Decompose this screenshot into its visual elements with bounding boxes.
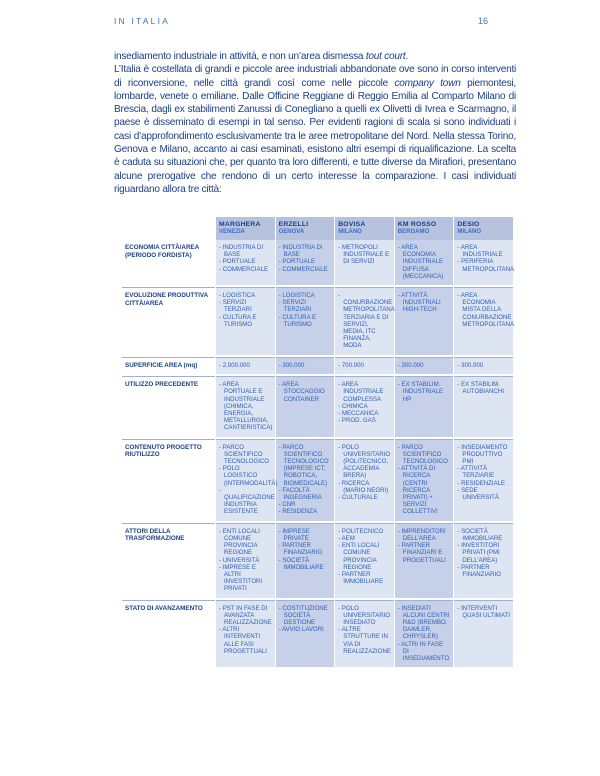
cell-entry: - UNIVERSITÀ: [219, 556, 260, 564]
cell-entry: - INDUSTRIA DI BASE: [219, 244, 264, 259]
row-label: ECONOMIA CITTÀ/AREA (PERIODO FORDISTA): [125, 244, 200, 259]
column-header: ERZELLI GENOVA: [276, 217, 335, 240]
cell-entry: - CULTURA E TURISMO: [219, 313, 257, 328]
cell-entry: - CONURBAZIONE METROPOLITANA TERZIARIA E DI SERVIZI, MEDIA, ITC FINANZA, MODA: [338, 292, 395, 350]
table-cell: [216, 358, 275, 375]
cell-entry: - MECCANICA: [338, 410, 379, 418]
page-header: [114, 16, 488, 28]
cell-entry: - PORTUALE: [219, 258, 256, 266]
cell-entry: - METROPOLI INDUSTRIALE E DI SERVIZI: [338, 244, 390, 266]
cell-entry: - IMPRESE E ALTRI INVESTITORI PRIVATI: [219, 563, 263, 593]
table-cell: [276, 440, 335, 521]
table-cell: [276, 524, 335, 598]
cell-entry: - ENTI LOCALI COMUNE PROVINCIA REGIONE: [219, 527, 260, 557]
cell-entry: - CULTURA E TURISMO: [278, 313, 317, 328]
cell-entry: - PST IN FASE DI AVANZATA REALIZZAZIONE: [219, 604, 272, 626]
body-text: [114, 50, 516, 196]
table-cell: [395, 524, 454, 598]
table-corner: [122, 217, 215, 240]
table-row: [122, 377, 513, 436]
cell-entry: - ALTRE STRUTTURE IN VIA DI REALIZZAZIONE: [338, 626, 391, 655]
table-cell: [216, 377, 275, 436]
cell-entry: - IMPRENDITORI DELL’AREA: [397, 527, 446, 542]
table-cell: [335, 358, 394, 375]
cell-entry: - ATTIVITÀ INDUSTRIALI HIGH-TECH: [397, 292, 441, 314]
cell-entry: - ALTRI INTERVENTI ALLE FASI PROGETTUALI: [219, 626, 268, 655]
cell-entry: - EX STABILIM. AUTOBIANCHI: [457, 381, 504, 396]
cell-entry: - ATTIVITÀ DI RICERCA (CENTRI RICERCA PRIVATI) + SERVIZI COLLETTIVI: [397, 465, 438, 516]
table-cell: [216, 524, 275, 598]
cell-entry: - AVVIO LAVORI: [278, 626, 324, 634]
table-row: [122, 358, 513, 375]
table-cell: [454, 440, 513, 521]
cell-entry: - POLO UNIVERSITARIO (POLITECNICO, ACCADEMIA BRERA): [338, 443, 391, 480]
table-cell: [276, 288, 335, 355]
paragraph: L’Italia è costellata di grandi e piccole aree industriali abbandonate ove sono in corso interventi di riconversione, nelle città grandi così come nelle piccole company town piemontesi, lombarde, venete o emiliane. Dalle Officine Reggiane di Reggio Emilia al Comparto Milano di Brescia, dagli ex stabilimenti Zanussi di Conegliano a quelli ex Olivetti di Ivrea e Scarmagno, il paese è disseminato di esempi in tal senso. Per evidenti ragioni di scala si sono individuati i casi d’approfondimento esclusivamente tra le aree metropolitane del Nord. Nella stessa Torino, Genova e Milano, accanto ai casi esaminati, esistono altri esempi di riqualificazione. La scelta è caduta su situazioni che, per quanto tra loro differenti, e tutte diverse da Mirafiori, presentano alcune prerogative che rendono di un certo interesse la comparazione. I casi individuati riguardano allora tre città:: [114, 64, 516, 195]
table-cell: [395, 377, 454, 436]
cell-entry: - PARTNER IMMOBILIARE: [338, 570, 384, 586]
cell-entry: - PERIFERIA METROPOLITANA: [457, 258, 515, 273]
table-cell: [395, 288, 454, 355]
cell-entry: - POLO UNIVERSITARIO INSEDIATO: [338, 604, 391, 626]
table-row: [122, 240, 513, 285]
cell-entry: - ALTRI IN FASE DI INSEDIAMENTO: [397, 640, 450, 662]
cell-entry: - POLITECNICO: [338, 527, 384, 535]
cell-entry: - PARTNER FINANZIARI E PROGETTUALI: [397, 542, 446, 564]
row-label: SUPERFICIE AREA (mq): [125, 361, 198, 369]
table-row: [122, 524, 513, 598]
cell-entry: - 700.000: [338, 361, 364, 369]
cell-entry: - SERVIZI TERZIARI: [278, 299, 312, 314]
cell-entry: - AREA PORTUALE E INDUSTRIALE (CHIMICA, ENERGIA, METALLURGIA, CANTIERISTICA): [219, 381, 273, 432]
table-cell: [276, 377, 335, 436]
cell-entry: - RESIDENZIALE: [457, 479, 506, 487]
table-cell: [395, 358, 454, 375]
column-header: BOVISA MILANO: [335, 217, 394, 240]
row-label: EVOLUZIONE PRODUTTIVA CITTÀ/AREA: [125, 292, 208, 307]
cell-entry: - CULTURALE: [338, 494, 378, 502]
table-cell: [335, 440, 394, 521]
table-cell: [335, 524, 394, 598]
table-cell: [216, 240, 275, 285]
table-cell: [276, 240, 335, 285]
cell-entry: - EX STABILIM. INDUSTRIALE HP: [397, 381, 444, 403]
table-cell: [395, 601, 454, 668]
continued-paragraph: insediamento industriale in attività, e non un’area dismessa tout court.: [114, 51, 408, 62]
row-label: ATTORI DELLA TRASFORMAZIONE: [125, 527, 185, 543]
cell-entry: - PORTUALE: [278, 258, 316, 266]
cell-entry: - AREA STOCCAGGIO CONTAINER: [278, 381, 325, 403]
cell-entry: - PARTNER FINANZIARIO: [457, 563, 501, 578]
table-cell: [454, 377, 513, 436]
cell-entry: - AREA INDUSTRIALE: [457, 244, 503, 259]
table-body: [122, 240, 513, 667]
table-cell: [276, 601, 335, 668]
cell-entry: - LOGISTICA: [219, 292, 256, 300]
cell-entry: - INDUSTRIA DI BASE: [278, 244, 323, 259]
table-cell: [454, 358, 513, 375]
table-cell: [335, 240, 394, 285]
page-number: 16: [477, 16, 488, 26]
table-cell: [454, 288, 513, 355]
table-cell: [454, 601, 513, 668]
section-title: IN ITALIA: [114, 16, 171, 26]
cell-entry: - RICERCA (MARIO NEGRI): [338, 479, 389, 494]
cell-entry: - PARCO SCIENTIFICO TECNOLOGICO: [219, 443, 270, 466]
cell-entry: - IMPRESE PRIVATE: [278, 527, 310, 542]
cell-entry: - POLO LOGISTICO (INTERMODALITÀ): [219, 465, 278, 487]
cell-entry: - PARCO SCIENTIFICO TECNOLOGICO (IMPRESE ICT, ROBOTICA, BIOMEDICALE): [278, 443, 329, 487]
table-cell: [216, 601, 275, 668]
row-label: CONTENUTO PROGETTO RIUTILIZZO: [125, 443, 202, 459]
cell-entry: - PROD. GAS: [338, 417, 376, 425]
row-label: UTILIZZO PRECEDENTE: [125, 381, 199, 389]
cell-entry: - COSTITUZIONE SOCIETÀ GESTIONE: [278, 604, 328, 626]
cell-entry: - CHIMICA: [338, 402, 368, 410]
table-cell: [395, 440, 454, 521]
cell-entry: - COMMERCIALE: [219, 265, 269, 273]
cell-entry: - AREA ECONOMIA INDUSTRIALE DIFFUSA (MECCANICA): [397, 244, 444, 280]
cell-entry: - RESIDENZA: [278, 508, 318, 516]
cell-entry: - SEDE UNIVERSITÀ: [457, 486, 499, 502]
cell-entry: - 300.000: [397, 361, 424, 369]
table-cell: [276, 358, 335, 375]
table-header-row: [122, 217, 513, 240]
cell-entry: - ENTI LOCALI COMUNE PROVINCIA REGIONE: [338, 542, 380, 571]
cell-entry: - INSEDIAMENTO PRODUTTIVO PMI: [457, 443, 508, 466]
table-cell: [454, 524, 513, 598]
table-cell: [454, 240, 513, 285]
cell-entry: - INTERVENTI QUASI ULTIMATI: [457, 604, 510, 619]
cell-entry: - COMMERCIALE: [278, 265, 328, 273]
cell-entry: - 300.000: [278, 361, 305, 369]
cell-entry: - SOCIETÀ IMMOBILIARE: [457, 527, 503, 542]
table-cell: [335, 377, 394, 436]
table-cell: [216, 288, 275, 355]
column-header: MARGHERA VENEZIA: [216, 217, 275, 240]
cell-entry: - LOGISTICA: [278, 292, 315, 300]
cell-entry: - AEM: [338, 534, 355, 542]
cell-entry: - ATTIVITÀ TERZIARIE: [457, 465, 495, 480]
cell-entry: - QUALIFICAZIONE INDUSTRIA ESISTENTE: [219, 486, 275, 516]
comparison-table: [121, 217, 514, 667]
cell-entry: - CNR: [278, 501, 296, 509]
column-header: KM ROSSO BERGAMO: [395, 217, 454, 240]
table-cell: [216, 440, 278, 521]
cell-entry: - 2.000.000: [219, 361, 250, 369]
cell-entry: - SERVIZI TERZIARI: [219, 299, 252, 314]
cell-entry: - PARTNER FINANZIARIO: [278, 542, 323, 557]
table-cell: [335, 288, 394, 355]
table-cell: [335, 601, 394, 668]
cell-entry: - 300.000: [457, 361, 484, 369]
cell-entry: - PARCO SCIENTIFICO TECNOLOGICO: [397, 443, 448, 466]
cell-entry: - INVESTITORI PRIVATI (PMI DELL’AREA): [457, 542, 500, 564]
cell-entry: - SOCIETÀ IMMOBILIARE: [278, 556, 324, 571]
cell-entry: - AREA ECONOMIA MISTA DELLA CONURBAZIONE METROPOLITANA: [457, 292, 515, 328]
cell-entry: - AREA INDUSTRIALE COMPLESSA: [338, 381, 384, 403]
column-header: DESIO MILANO: [454, 217, 513, 240]
table-row: [122, 601, 513, 668]
table-cell: [395, 240, 454, 285]
table-row: [122, 440, 513, 521]
table-row: [122, 288, 513, 355]
cell-entry: - INSEDIATI ALCUNI CENTRI R&D (BREMBO, DAIMLER, CHRYSLER): [397, 604, 450, 641]
row-label: STATO DI AVANZAMENTO: [125, 604, 203, 612]
cell-entry: - FACOLTÀ INGEGNERIA: [278, 486, 322, 502]
